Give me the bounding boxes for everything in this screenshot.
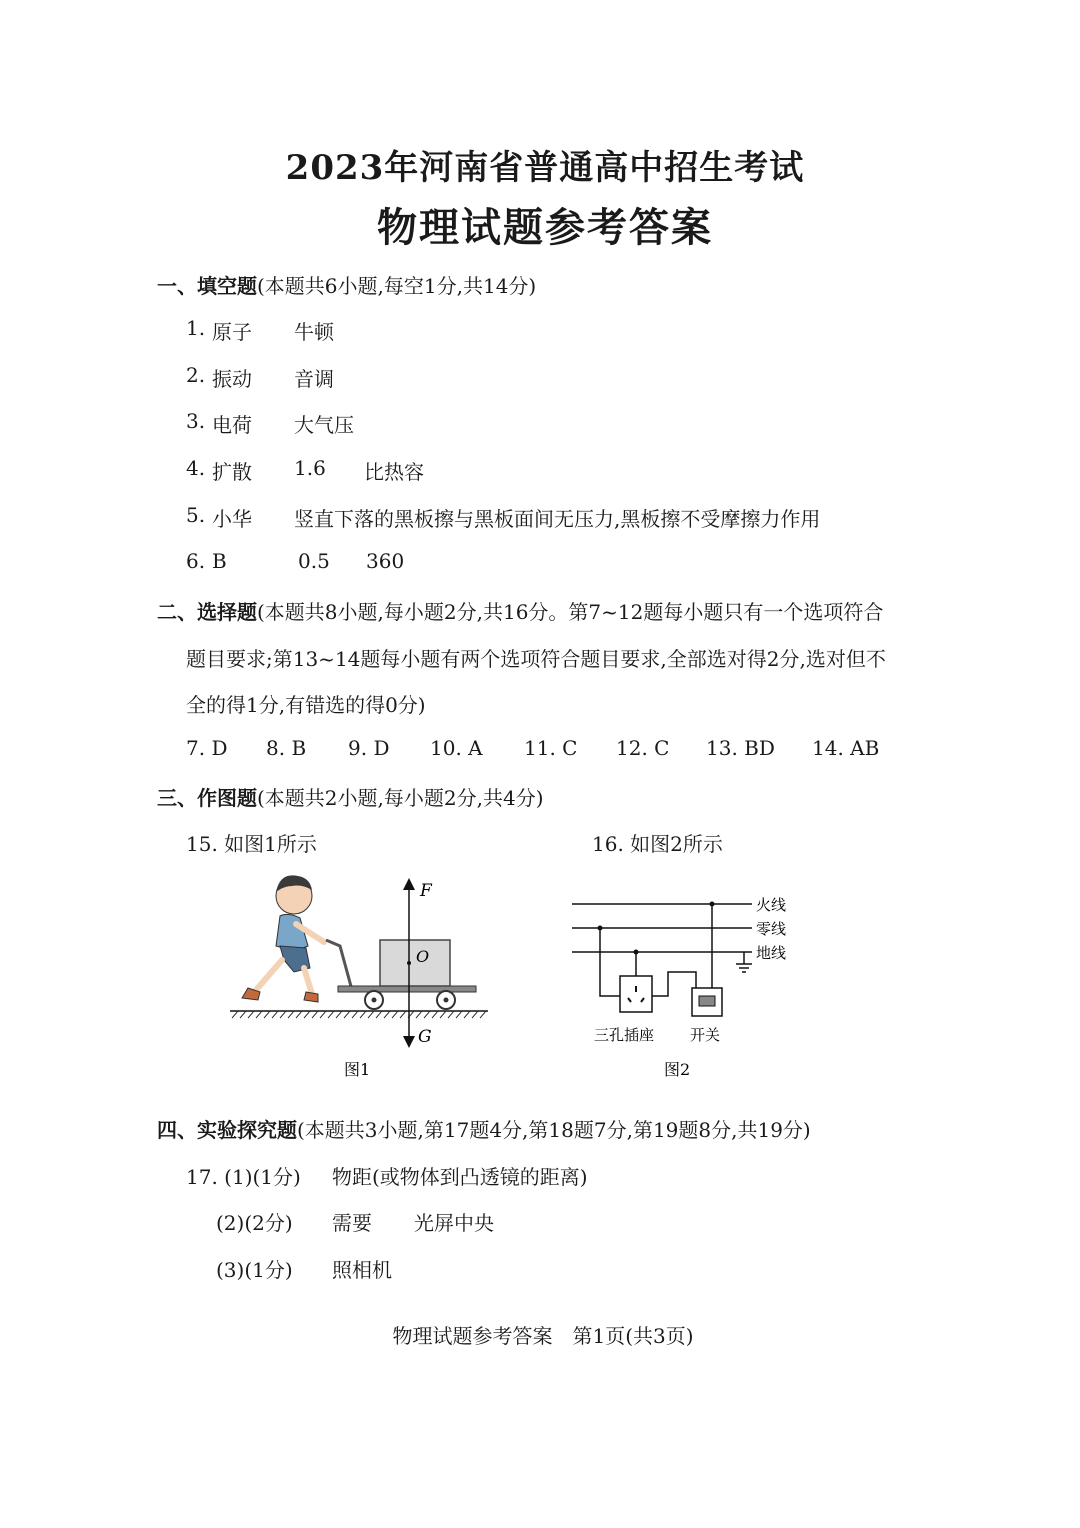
answer-a: 扩散 bbox=[212, 460, 252, 484]
choice-answer: 13. BD bbox=[706, 736, 775, 760]
choice-answer: 14. AB bbox=[812, 736, 880, 760]
page-subtitle: 物理试题参考答案 bbox=[377, 204, 713, 251]
q17-answer-a: 物距(或物体到凸透镜的距离) bbox=[332, 1165, 588, 1189]
answer-a: 振动 bbox=[212, 367, 252, 391]
section4-title: 四、实验探究题 bbox=[157, 1118, 297, 1142]
answer-b: 0.5 bbox=[298, 549, 330, 573]
answer-row-2 bbox=[186, 363, 986, 391]
q16-label: 16. 如图2所示 bbox=[592, 832, 723, 856]
neutral-wire-label: 零线 bbox=[756, 920, 787, 938]
answer-a: 电荷 bbox=[212, 413, 252, 437]
section3-note: (本题共2小题,每小题2分,共4分) bbox=[257, 786, 544, 810]
switch-label: 开关 bbox=[690, 1026, 721, 1044]
choice-answer: 10. A bbox=[430, 736, 483, 760]
answer-b: 音调 bbox=[294, 367, 334, 391]
force-f-label: F bbox=[420, 881, 432, 901]
answer-b: 竖直下落的黑板擦与黑板面间无压力,黑板擦不受摩擦力作用 bbox=[294, 507, 821, 531]
force-g-label: G bbox=[418, 1027, 432, 1047]
section1-heading bbox=[157, 270, 536, 299]
switch-icon bbox=[692, 988, 722, 1016]
q17-part3 bbox=[216, 1254, 976, 1282]
q17-part2 bbox=[216, 1207, 976, 1235]
answer-c: 360 bbox=[366, 549, 405, 573]
section2-note-line2: 题目要求;第13~14题每小题有两个选项符合题目要求,全部选对得2分,选对但不 bbox=[186, 647, 886, 671]
junction-dot bbox=[634, 950, 639, 955]
answer-b: 1.6 bbox=[294, 456, 326, 480]
q17-part-label: (2)(2分) bbox=[216, 1211, 293, 1235]
answer-num: 6. bbox=[186, 549, 206, 573]
answer-a: 原子 bbox=[212, 320, 252, 344]
q17-part-label: (3)(1分) bbox=[216, 1258, 293, 1282]
page-title: 2023年河南省普通高中招生考试 bbox=[285, 148, 805, 188]
box bbox=[380, 940, 450, 986]
answer-row-4 bbox=[186, 456, 986, 484]
choice-answer: 11. C bbox=[524, 736, 578, 760]
junction-dot bbox=[710, 902, 715, 907]
live-wire-label: 火线 bbox=[756, 896, 787, 914]
choice-answer: 9. D bbox=[348, 736, 390, 760]
section4-heading bbox=[157, 1114, 811, 1143]
choice-answer: 7. D bbox=[186, 736, 228, 760]
answer-num: 2. bbox=[186, 363, 206, 387]
section2-title: 二、选择题 bbox=[157, 600, 257, 624]
junction-dot bbox=[598, 926, 603, 931]
answer-c: 比热容 bbox=[364, 460, 424, 484]
socket-icon bbox=[620, 976, 652, 1012]
figure-2-caption: 图2 bbox=[664, 1060, 691, 1079]
answer-num: 3. bbox=[186, 409, 206, 433]
q17-part-label: 17. (1)(1分) bbox=[186, 1165, 301, 1189]
answer-num: 5. bbox=[186, 503, 206, 527]
socket-label: 三孔插座 bbox=[594, 1026, 655, 1044]
answer-b: 牛顿 bbox=[294, 320, 334, 344]
q15-label: 15. 如图1所示 bbox=[186, 832, 317, 856]
ground-line bbox=[230, 1011, 488, 1018]
center-label: O bbox=[416, 947, 430, 966]
figure-2 bbox=[560, 880, 810, 1080]
q17-answer-b: 光屏中央 bbox=[414, 1211, 494, 1235]
choice-answer: 12. C bbox=[616, 736, 670, 760]
answer-num: 1. bbox=[186, 316, 206, 340]
wires bbox=[572, 904, 752, 996]
section3-heading bbox=[157, 782, 544, 811]
section4-note: (本题共3小题,第17题4分,第18题7分,第19题8分,共19分) bbox=[297, 1118, 811, 1142]
page-footer: 物理试题参考答案 第1页(共3页) bbox=[392, 1324, 694, 1348]
section3-title: 三、作图题 bbox=[157, 786, 257, 810]
figure-1 bbox=[220, 868, 500, 1093]
choice-answer: 8. B bbox=[266, 736, 307, 760]
q17-answer-a: 需要 bbox=[332, 1211, 372, 1235]
answer-row-5 bbox=[186, 503, 986, 531]
answer-row-6 bbox=[186, 549, 986, 573]
answer-a: B bbox=[212, 549, 227, 573]
section1-title: 一、填空题 bbox=[157, 274, 257, 298]
q17-answer-a: 照相机 bbox=[332, 1258, 392, 1282]
section2-note-line1: (本题共8小题,每小题2分,共16分。第7~12题每小题只有一个选项符合 bbox=[257, 600, 884, 624]
ground-wire-label: 地线 bbox=[756, 944, 787, 962]
answer-row-1 bbox=[186, 316, 986, 344]
answer-row-3 bbox=[186, 409, 986, 437]
section1-note: (本题共6小题,每空1分,共14分) bbox=[257, 274, 537, 298]
q17-part1 bbox=[186, 1161, 986, 1189]
answer-b: 大气压 bbox=[294, 413, 354, 437]
choice-answers bbox=[186, 736, 906, 760]
boy-illustration bbox=[242, 875, 324, 1002]
answer-num: 4. bbox=[186, 456, 206, 480]
answer-a: 小华 bbox=[212, 507, 252, 531]
section2-heading bbox=[157, 596, 883, 625]
figure-1-caption: 图1 bbox=[344, 1060, 371, 1079]
section2-note-line3: 全的得1分,有错选的得0分) bbox=[186, 693, 426, 717]
